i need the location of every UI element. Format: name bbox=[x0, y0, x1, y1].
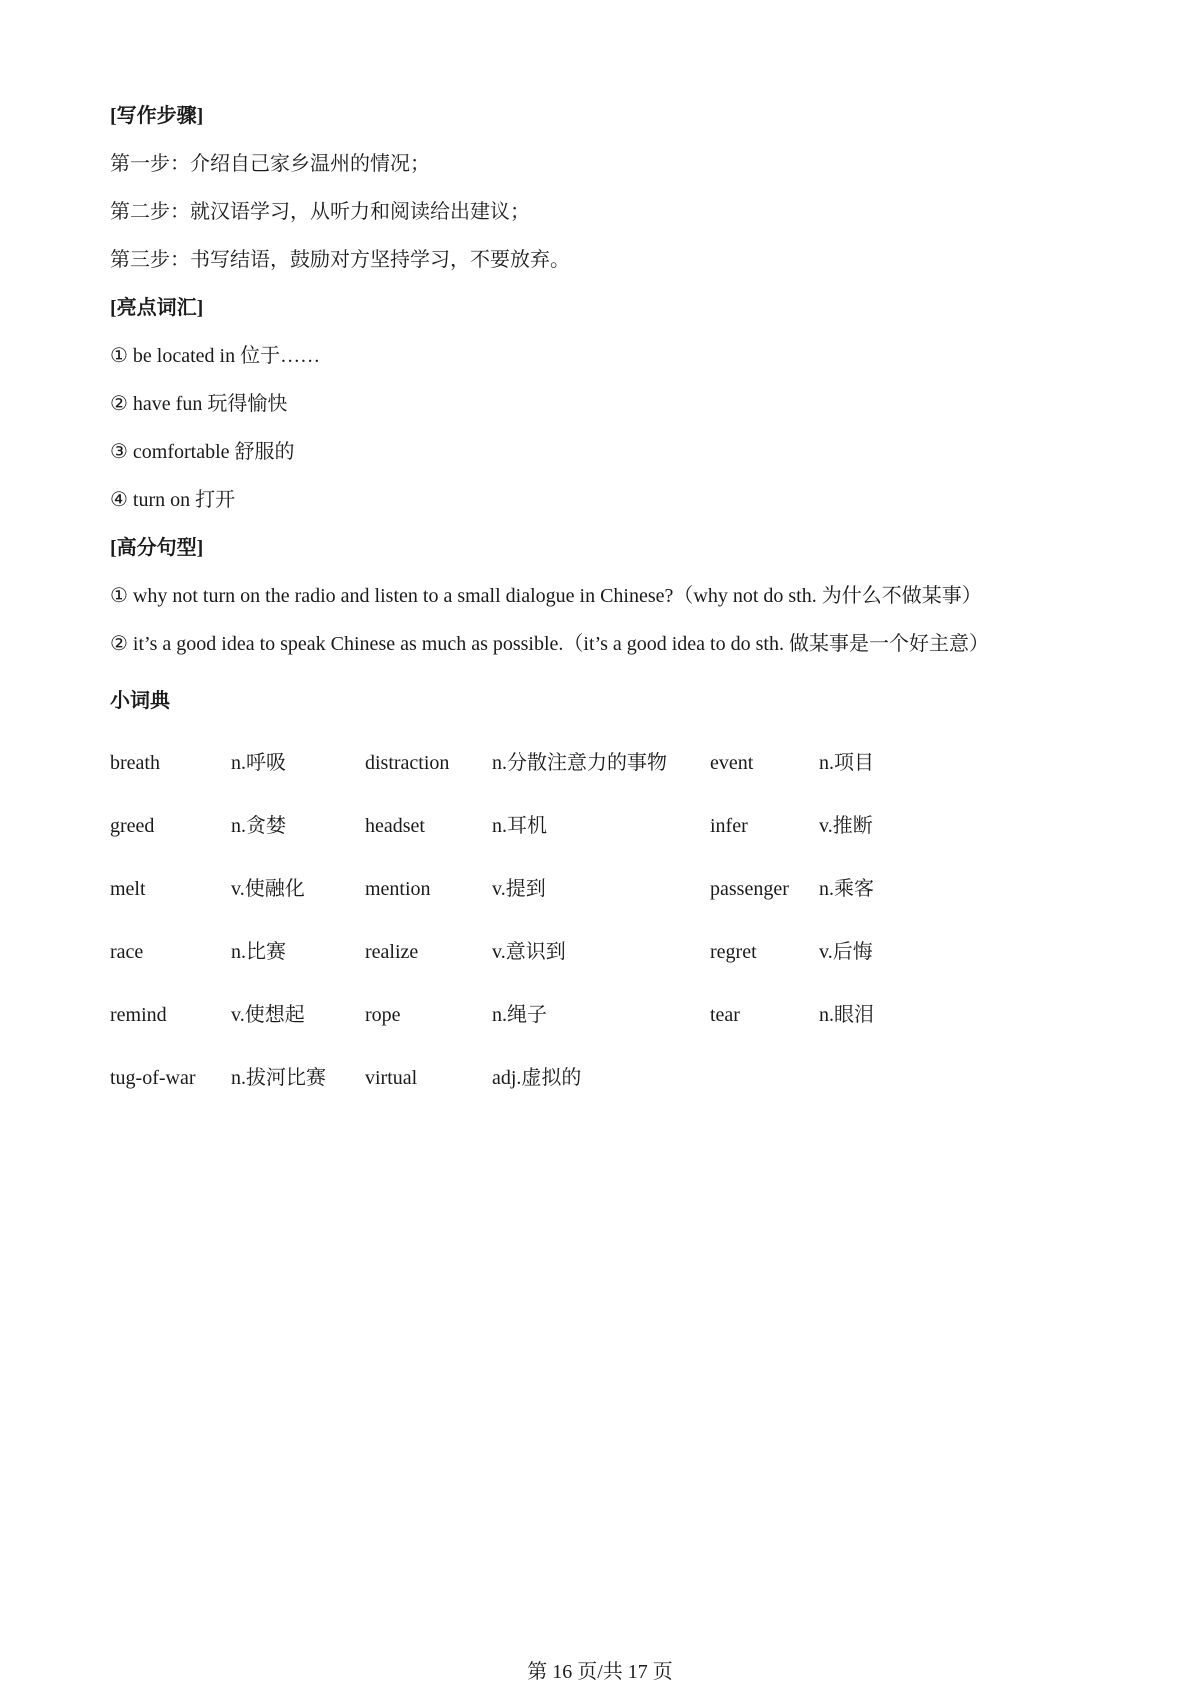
dictionary-meaning: n.耳机 bbox=[492, 815, 547, 837]
dictionary-meaning: v.后悔 bbox=[819, 941, 873, 963]
dictionary-word: event bbox=[710, 752, 754, 774]
dictionary-meaning: n.拔河比赛 bbox=[231, 1067, 326, 1089]
dictionary-meaning: n.绳子 bbox=[492, 1004, 547, 1026]
dictionary-meaning: n.眼泪 bbox=[819, 1004, 874, 1026]
dictionary-word: headset bbox=[365, 815, 425, 837]
highlight-vocab-heading: [亮点词汇] bbox=[110, 297, 204, 319]
dictionary-meaning: v.意识到 bbox=[492, 941, 566, 963]
dictionary-word: tug-of-war bbox=[110, 1067, 196, 1089]
dictionary-word: regret bbox=[710, 941, 757, 963]
dictionary-word: melt bbox=[110, 878, 146, 900]
dictionary-word: infer bbox=[710, 815, 748, 837]
writing-steps-heading: [写作步骤] bbox=[110, 105, 204, 127]
dictionary-meaning: adj.虚拟的 bbox=[492, 1067, 582, 1089]
dictionary-word: distraction bbox=[365, 752, 450, 774]
dictionary-word: rope bbox=[365, 1004, 401, 1026]
dictionary-word: realize bbox=[365, 941, 419, 963]
dictionary-meaning: v.推断 bbox=[819, 815, 873, 837]
dictionary-word: greed bbox=[110, 815, 155, 837]
sentence-item: ② it’s a good idea to speak Chinese as much as possible.（it’s a good idea to do sth. 做某事是一个好主意） bbox=[110, 633, 989, 655]
dictionary-meaning: n.呼吸 bbox=[231, 752, 286, 774]
dictionary-word: tear bbox=[710, 1004, 740, 1026]
vocab-item: ③ comfortable 舒服的 bbox=[110, 441, 295, 463]
dictionary-meaning: n.比赛 bbox=[231, 941, 286, 963]
dictionary-word: passenger bbox=[710, 878, 789, 900]
dictionary-meaning: v.使想起 bbox=[231, 1004, 305, 1026]
high-score-sentences-heading: [高分句型] bbox=[110, 537, 204, 559]
dictionary-meaning: v.使融化 bbox=[231, 878, 305, 900]
dictionary-title: 小词典 bbox=[110, 690, 170, 712]
vocab-item: ① be located in 位于…… bbox=[110, 345, 321, 367]
dictionary-word: breath bbox=[110, 752, 160, 774]
dictionary-meaning: n.乘客 bbox=[819, 878, 874, 900]
dictionary-meaning: n.项目 bbox=[819, 752, 874, 774]
sentence-item: ① why not turn on the radio and listen to a small dialogue in Chinese?（why not do sth. 为什么不做某事） bbox=[110, 585, 982, 607]
dictionary-word: remind bbox=[110, 1004, 167, 1026]
step-line: 第一步：介绍自己家乡温州的情况； bbox=[110, 153, 430, 175]
step-line: 第二步：就汉语学习，从听力和阅读给出建议； bbox=[110, 201, 530, 223]
page-number-footer: 第 16 页/共 17 页 bbox=[527, 1661, 673, 1683]
dictionary-meaning: n.分散注意力的事物 bbox=[492, 752, 667, 774]
dictionary-word: race bbox=[110, 941, 144, 963]
dictionary-word: virtual bbox=[365, 1067, 418, 1089]
step-line: 第三步：书写结语，鼓励对方坚持学习，不要放弃。 bbox=[110, 249, 570, 271]
vocab-item: ④ turn on 打开 bbox=[110, 489, 236, 511]
dictionary-word: mention bbox=[365, 878, 431, 900]
dictionary-meaning: n.贪婪 bbox=[231, 815, 286, 837]
dictionary-meaning: v.提到 bbox=[492, 878, 546, 900]
vocab-item: ② have fun 玩得愉快 bbox=[110, 393, 288, 415]
